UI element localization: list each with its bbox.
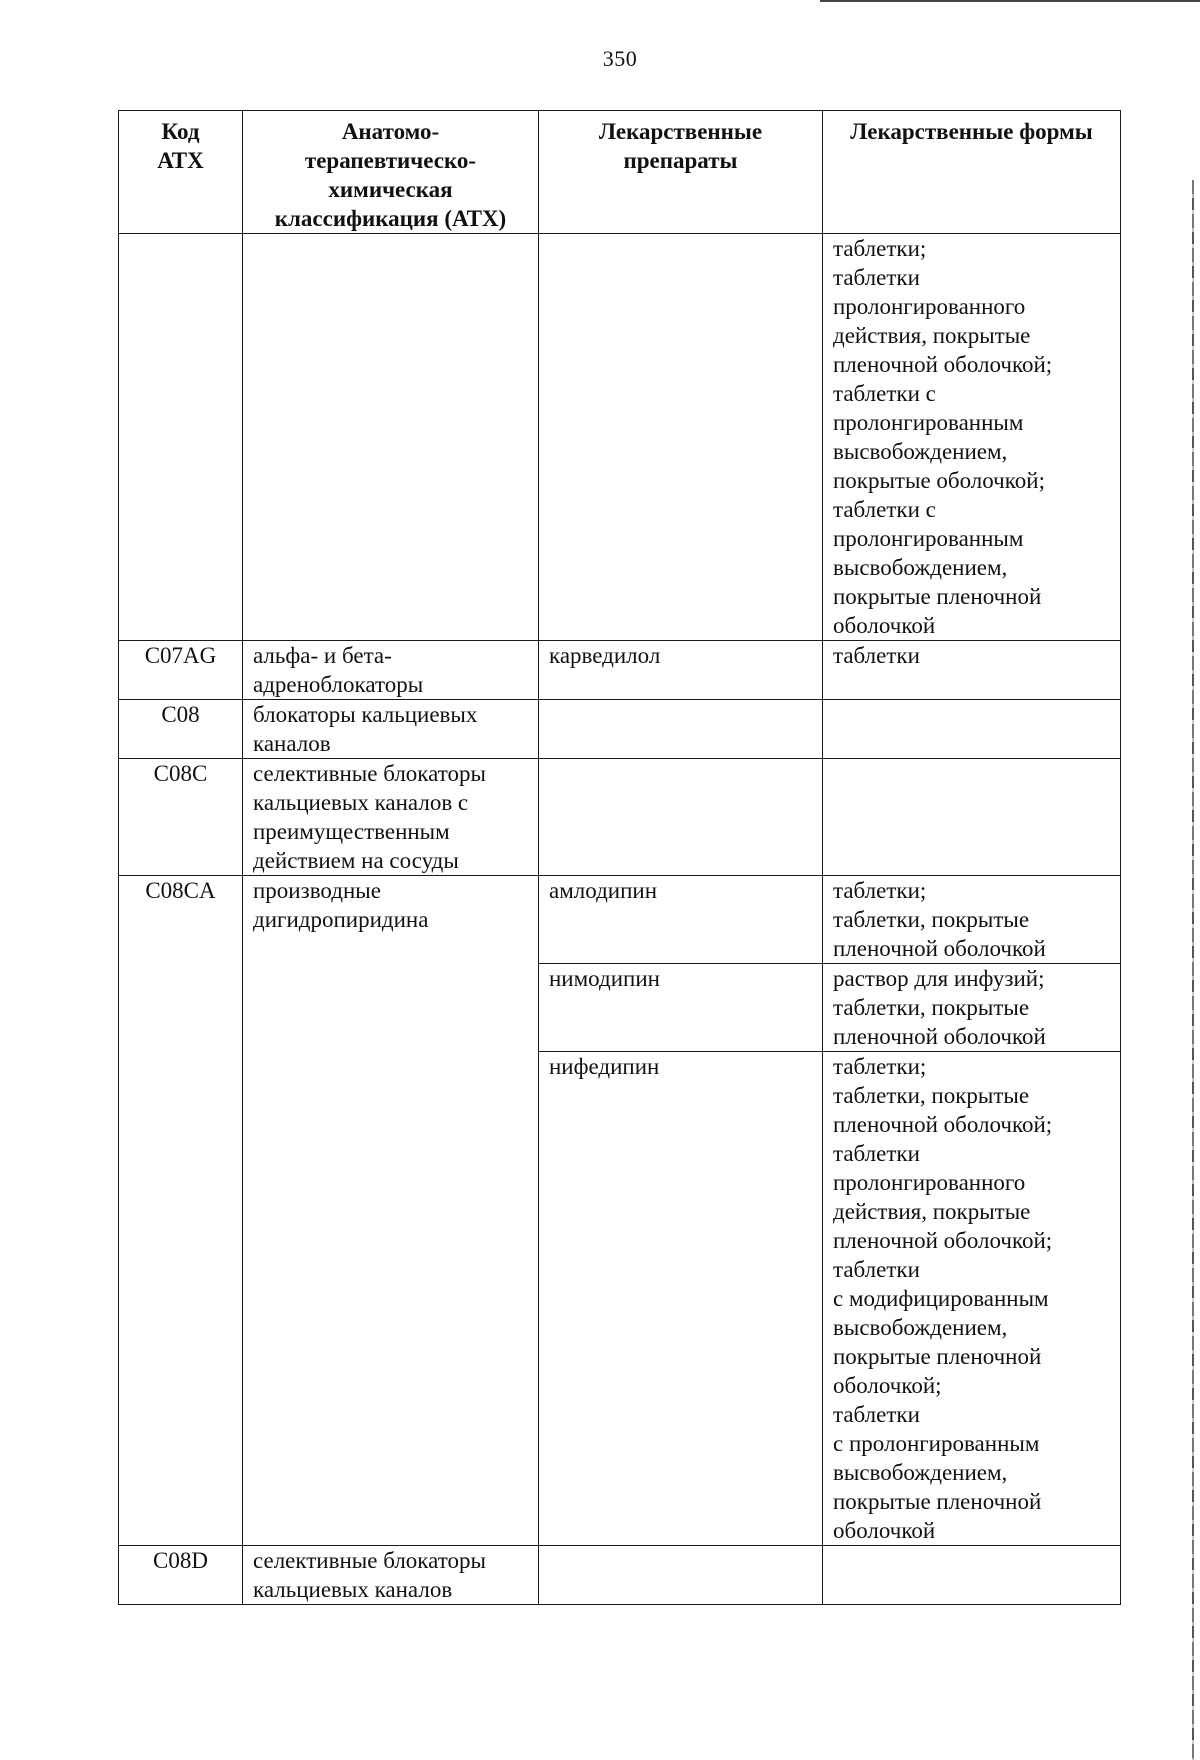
cell-classification: селективные блокаторы кальциевых каналов с преимущественным действием на сосуды (243, 759, 539, 876)
header-forms: Лекарственные формы (823, 111, 1121, 234)
cell-classification: селективные блокаторы кальциевых каналов (243, 1546, 539, 1605)
cell-code (119, 234, 243, 641)
cell-forms (823, 759, 1121, 876)
cell-drug (539, 700, 823, 759)
header-code: Код АТХ (119, 111, 243, 234)
atx-table (118, 110, 1121, 1605)
cell-drug: нимодипин (539, 964, 823, 1052)
cell-code: C08C (119, 759, 243, 876)
cell-code: C07AG (119, 641, 243, 700)
cell-code: C08CA (119, 876, 243, 1546)
cell-classification: производные дигидропиридина (243, 876, 539, 1546)
table-row-c07ag (119, 641, 1121, 700)
header-drugs: Лекарственные препараты (539, 111, 823, 234)
table-row-c08 (119, 700, 1121, 759)
page-number: 350 (602, 46, 638, 71)
table-row-c08d (119, 1546, 1121, 1605)
cell-drug (539, 234, 823, 641)
cell-drug: нифедипин (539, 1052, 823, 1546)
cell-classification (243, 234, 539, 641)
cell-forms (823, 700, 1121, 759)
table-row-continuation (119, 234, 1121, 641)
cell-drug (539, 1546, 823, 1605)
table-row-c08c (119, 759, 1121, 876)
cell-drug: карведилол (539, 641, 823, 700)
cell-code: C08D (119, 1546, 243, 1605)
header-classification: Анатомо- терапевтическо- химическая классификация (АТХ) (243, 111, 539, 234)
table-row-c08ca-amlodipine (119, 876, 1121, 964)
cell-forms: таблетки; таблетки, покрытые пленочной оболочкой; таблетки пролонгированного действия, покрытые пленочной оболочкой; таблетки с модифицированным высвобождением, покрытые пленочной оболочкой; таблетки с пролонгированным высвобождением, покрытые пленочной оболочкой (823, 1052, 1121, 1546)
cell-classification: альфа- и бета- адреноблокаторы (243, 641, 539, 700)
cell-code: C08 (119, 700, 243, 759)
cell-drug (539, 759, 823, 876)
cell-classification: блокаторы кальциевых каналов (243, 700, 539, 759)
cell-forms: таблетки (823, 641, 1121, 700)
table-header-row (119, 111, 1121, 234)
cell-forms: таблетки; таблетки, покрытые пленочной оболочкой (823, 876, 1121, 964)
cell-drug: амлодипин (539, 876, 823, 964)
scan-edge-right (1192, 180, 1194, 1760)
cell-forms: раствор для инфузий; таблетки, покрытые пленочной оболочкой (823, 964, 1121, 1052)
cell-forms: таблетки; таблетки пролонгированного действия, покрытые пленочной оболочкой; таблетки с пролонгированным высвобождением, покрытые оболочкой; таблетки с пролонгированным высвобождением, покрытые пленочной оболочкой (823, 234, 1121, 641)
scan-edge-top (820, 0, 1200, 2)
cell-forms (823, 1546, 1121, 1605)
